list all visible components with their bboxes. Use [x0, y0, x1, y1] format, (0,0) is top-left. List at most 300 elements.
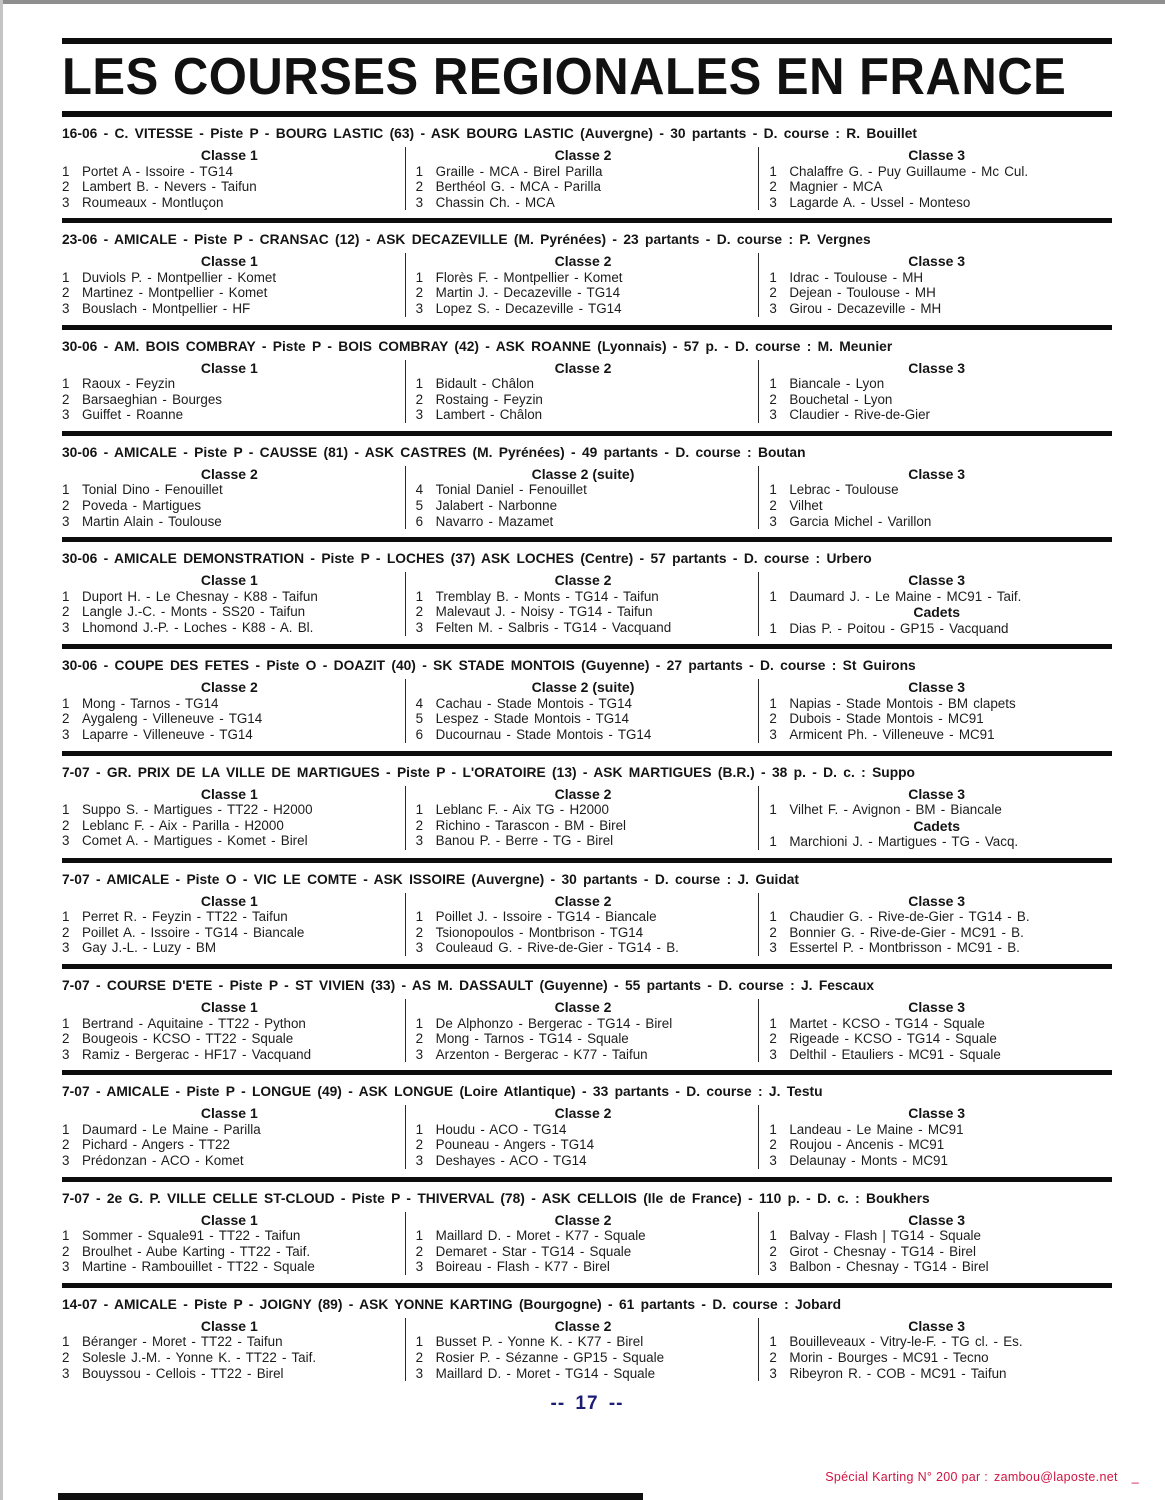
- result-row: [416, 1366, 751, 1382]
- rank-number: 2: [62, 391, 70, 407]
- rank-number: 1: [415, 1015, 424, 1031]
- result-row: [416, 270, 751, 286]
- result-text: Tonial Dino - Fenouillet: [82, 482, 223, 498]
- result-row: [416, 818, 751, 834]
- result-text: Garcia Michel - Varillon: [789, 513, 932, 529]
- result-text: Boireau - Flash - K77 - Birel: [435, 1259, 610, 1275]
- result-text: Bouslach - Montpellier - HF: [82, 300, 251, 316]
- rank-number: 1: [769, 1121, 777, 1137]
- result-columns: [62, 999, 1112, 1062]
- result-row: [769, 301, 1104, 317]
- result-column: [405, 1105, 759, 1168]
- rank-number: 3: [415, 1046, 424, 1062]
- rank-number: 1: [769, 588, 777, 604]
- rank-number: 1: [769, 163, 777, 179]
- result-text: Felten M. - Salbris - TG14 - Vacquand: [435, 619, 672, 635]
- rank-number: 2: [769, 391, 777, 407]
- result-row: [62, 1259, 397, 1275]
- result-text: Balvay - Flash | TG14 - Squale: [789, 1228, 981, 1244]
- result-row: [62, 620, 397, 636]
- result-text: Essertel P. - Montbrisson - MC91 - B.: [789, 940, 1020, 956]
- class-title: Classe 3: [908, 1105, 966, 1122]
- result-text: Vilhet F. - Avignon - BM - Biancale: [789, 802, 1002, 818]
- page-left-edge: [0, 0, 3, 1500]
- class-title: Classe 2: [554, 999, 612, 1016]
- class-title: Classe 2: [200, 679, 258, 696]
- result-text: Laparre - Villeneuve - TG14: [82, 727, 253, 742]
- result-row: [416, 285, 751, 301]
- course-section: [62, 231, 1112, 316]
- race-results-list: [62, 125, 1112, 1381]
- rank-number: 3: [415, 940, 424, 956]
- rank-number: 2: [415, 285, 424, 301]
- result-text: Navarro - Mazamet: [435, 513, 554, 529]
- result-row: [769, 1334, 1104, 1350]
- class-title: Classe 1: [200, 1211, 258, 1228]
- result-text: Roujou - Ancenis - MC91: [789, 1137, 945, 1153]
- result-row: [769, 1228, 1104, 1244]
- result-text: Tsionopoulos - Montbrison - TG14: [435, 924, 644, 940]
- result-text: Langle J.-C. - Monts - SS20 - Taifun: [82, 604, 306, 620]
- result-text: Couleaud G. - Rive-de-Gier - TG14 - B.: [435, 940, 679, 956]
- result-columns: [62, 679, 1112, 742]
- result-row: [416, 1016, 751, 1032]
- result-row: [769, 270, 1104, 286]
- result-text: Malevaut J. - Noisy - TG14 - Taifun: [435, 604, 653, 620]
- class-title: Classe 2: [554, 785, 612, 802]
- section-divider: [62, 964, 1112, 969]
- result-row: [416, 589, 751, 605]
- class-title: Classe 2: [554, 892, 612, 909]
- rank-number: 3: [769, 1153, 777, 1169]
- result-row: [416, 164, 751, 180]
- result-column: [62, 1212, 405, 1275]
- rank-number: 1: [62, 1015, 70, 1031]
- result-row: [416, 392, 751, 408]
- result-text: Magnier - MCA: [789, 179, 883, 195]
- rank-number: 3: [62, 1259, 70, 1275]
- result-text: Martin J. - Decazeville - TG14: [435, 285, 621, 301]
- course-section: [62, 977, 1112, 1062]
- result-row: [62, 833, 397, 849]
- result-text: Chalaffre G. - Puy Guillaume - Mc Cul.: [789, 163, 1029, 179]
- rank-number: 2: [769, 179, 777, 195]
- rank-number: 1: [769, 909, 777, 925]
- result-text: Lhomond J.-P. - Loches - K88 - A. Bl.: [82, 619, 314, 635]
- rank-number: 1: [769, 1228, 777, 1244]
- result-text: Lambert - Châlon: [435, 407, 543, 423]
- result-text: Bouyssou - Cellois - TT22 - Birel: [82, 1365, 284, 1381]
- rank-number: 3: [62, 727, 70, 742]
- rank-number: 1: [62, 695, 70, 711]
- result-text: Suppo S. - Martigues - TT22 - H2000: [82, 802, 313, 818]
- class-title: Classe 3: [908, 147, 966, 163]
- rank-number: 2: [415, 1243, 424, 1259]
- rank-number: 2: [415, 924, 424, 940]
- course-section: [62, 1296, 1112, 1381]
- rank-number: 2: [769, 497, 777, 513]
- class-title: Cadets: [913, 817, 961, 834]
- rank-number: 2: [62, 924, 70, 940]
- result-row: [416, 482, 751, 498]
- class-title: Classe 3: [908, 1211, 966, 1228]
- result-text: Deshayes - ACO - TG14: [435, 1153, 587, 1169]
- result-row: [62, 1016, 397, 1032]
- result-column: [405, 253, 759, 316]
- result-text: Arzenton - Bergerac - K77 - Taifun: [435, 1046, 648, 1062]
- result-text: Roumeaux - Montluçon: [82, 194, 224, 210]
- section-header: 14-07 - AMICALE - Piste P - JOIGNY (89) - ASK YONNE KARTING (Bourgogne) - 61 partants - D. course : Jobard: [62, 1296, 841, 1312]
- result-row: [769, 1047, 1104, 1063]
- class-title: Classe 2: [554, 1317, 612, 1334]
- result-text: Leblanc F. - Aix - Parilla - H2000: [82, 817, 284, 833]
- section-header: 7-07 - AMICALE - Piste P - LONGUE (49) - ASK LONGUE (Loire Atlantique) - 33 partants - D. course : J. Testu: [62, 1084, 823, 1100]
- result-columns: [62, 1212, 1112, 1275]
- result-text: Leblanc F. - Aix TG - H2000: [435, 802, 609, 818]
- result-row: [62, 301, 397, 317]
- class-title: Classe 2: [554, 147, 612, 163]
- result-text: Comet A. - Martigues - Komet - Birel: [82, 833, 308, 849]
- result-text: Bonnier G. - Rive-de-Gier - MC91 - B.: [789, 924, 1024, 940]
- result-columns: [62, 1105, 1112, 1168]
- result-row: [416, 1244, 751, 1260]
- result-column: [62, 147, 405, 210]
- result-columns: [62, 466, 1112, 529]
- rank-number: 3: [415, 300, 424, 316]
- result-text: Duport H. - Le Chesnay - K88 - Taifun: [82, 588, 318, 604]
- rank-number: 1: [62, 1334, 70, 1350]
- result-row: [769, 696, 1104, 712]
- result-row: [416, 498, 751, 514]
- result-row: [62, 376, 397, 392]
- result-row: [62, 802, 397, 818]
- result-row: [416, 620, 751, 636]
- rank-number: 2: [415, 391, 424, 407]
- result-row: [62, 1031, 397, 1047]
- result-row: [416, 1350, 751, 1366]
- section-divider: [62, 644, 1112, 649]
- rank-number: 1: [415, 1121, 424, 1137]
- result-text: Ribeyron R. - COB - MC91 - Taifun: [789, 1365, 1007, 1381]
- result-text: Pichard - Angers - TT22: [82, 1137, 230, 1153]
- rank-number: 1: [62, 1228, 70, 1244]
- result-text: Morin - Bourges - MC91 - Tecno: [789, 1350, 989, 1365]
- rank-number: 1: [769, 269, 777, 285]
- result-row: [62, 164, 397, 180]
- result-row: [416, 195, 751, 211]
- result-text: Tremblay B. - Monts - TG14 - Taifun: [435, 588, 659, 604]
- result-text: Ramiz - Bergerac - HF17 - Vacquand: [82, 1046, 312, 1062]
- section-divider: [62, 858, 1112, 863]
- result-row: [62, 270, 397, 286]
- result-row: [62, 498, 397, 514]
- rank-number: 2: [62, 604, 70, 620]
- rank-number: 2: [62, 497, 70, 513]
- result-row: [769, 1016, 1104, 1032]
- result-row: [769, 1366, 1104, 1382]
- class-title: Classe 3: [908, 785, 966, 802]
- result-text: Houdu - ACO - TG14: [435, 1121, 567, 1137]
- result-row: [416, 802, 751, 818]
- course-section: [62, 338, 1112, 423]
- result-text: Dubois - Stade Montois - MC91: [789, 711, 984, 727]
- result-column: [758, 1105, 1112, 1168]
- result-text: Pouneau - Angers - TG14: [435, 1137, 595, 1153]
- rank-number: 1: [415, 269, 424, 285]
- result-column: [62, 679, 405, 742]
- class-title: Classe 1: [200, 359, 258, 376]
- result-row: [62, 1334, 397, 1350]
- result-text: Béranger - Moret - TT22 - Taifun: [82, 1334, 283, 1350]
- rank-number: 3: [415, 407, 424, 423]
- rank-number: 2: [415, 179, 424, 195]
- rank-number: 3: [769, 513, 777, 529]
- result-text: Bertrand - Aquitaine - TT22 - Python: [82, 1015, 306, 1031]
- rank-number: 3: [769, 940, 777, 956]
- result-row: [416, 179, 751, 195]
- rank-number: 1: [769, 834, 777, 850]
- result-text: Florès F. - Montpellier - Komet: [435, 269, 623, 285]
- result-column: [758, 147, 1112, 210]
- result-text: Cachau - Stade Montois - TG14: [435, 695, 632, 711]
- section-header: 16-06 - C. VITESSE - Piste P - BOURG LASTIC (63) - ASK BOURG LASTIC (Auvergne) - 30 partants - D. course : R. Bouillet: [62, 126, 917, 141]
- result-text: Marchioni J. - Martigues - TG - Vacq.: [789, 834, 1019, 850]
- result-column: [62, 786, 405, 850]
- result-row: [62, 1153, 397, 1169]
- result-row: [416, 711, 751, 727]
- result-row: [769, 589, 1104, 605]
- section-header: 7-07 - GR. PRIX DE LA VILLE DE MARTIGUES - Piste P - L'ORATOIRE (13) - ASK MARTIGUES (B.R.) - 38 p. - D. c. : Suppo: [62, 764, 915, 780]
- rank-number: 3: [769, 1046, 777, 1062]
- rank-number: 2: [62, 711, 70, 727]
- result-row: [62, 285, 397, 301]
- result-text: Bougeois - KCSO - TT22 - Squale: [82, 1031, 294, 1047]
- result-row: [416, 833, 751, 849]
- credit-email: zambou@laposte.net: [994, 1470, 1118, 1484]
- rank-number: 1: [415, 1228, 424, 1244]
- result-column: [62, 253, 405, 316]
- rank-number: 1: [415, 909, 424, 925]
- class-title: Classe 2: [200, 465, 258, 482]
- result-row: [769, 727, 1104, 743]
- result-row: [62, 589, 397, 605]
- result-row: [62, 1350, 397, 1366]
- section-header: 30-06 - AMICALE DEMONSTRATION - Piste P - LOCHES (37) ASK LOCHES (Centre) - 57 partants - D. course : Urbero: [62, 551, 872, 567]
- rank-number: 3: [769, 194, 777, 210]
- result-column: [758, 253, 1112, 316]
- result-row: [769, 179, 1104, 195]
- course-section: [62, 1190, 1112, 1275]
- result-row: [62, 1047, 397, 1063]
- result-column: [405, 679, 759, 742]
- result-column: [405, 466, 759, 529]
- result-row: [416, 696, 751, 712]
- rank-number: 2: [62, 817, 70, 833]
- rank-number: 3: [62, 407, 70, 423]
- class-title: Classe 2: [554, 572, 612, 589]
- rank-number: 2: [769, 285, 777, 301]
- result-text: Chaudier G. - Rive-de-Gier - TG14 - B.: [789, 909, 1030, 925]
- result-text: Mong - Tarnos - TG14: [82, 695, 219, 711]
- result-row: [416, 1334, 751, 1350]
- result-row: [769, 514, 1104, 530]
- class-title: Classe 1: [200, 785, 258, 802]
- result-columns: [62, 147, 1112, 210]
- result-text: Martet - KCSO - TG14 - Squale: [789, 1015, 985, 1031]
- result-text: Berthéol G. - MCA - Parilla: [435, 179, 601, 195]
- result-column: [62, 893, 405, 956]
- result-column: [405, 893, 759, 956]
- course-section: [62, 125, 1112, 210]
- rank-number: 1: [62, 1121, 70, 1137]
- result-text: Raoux - Feyzin: [82, 376, 176, 392]
- result-columns: [62, 786, 1112, 850]
- rank-number: 5: [415, 497, 424, 513]
- rank-number: 1: [62, 376, 70, 392]
- section-divider: [62, 1177, 1112, 1182]
- rank-number: 3: [62, 833, 70, 849]
- rank-number: 1: [415, 802, 424, 818]
- result-text: Armicent Ph. - Villeneuve - MC91: [789, 727, 995, 742]
- result-text: Landeau - Le Maine - MC91: [789, 1121, 964, 1137]
- rank-number: 1: [62, 482, 70, 498]
- result-text: Gay J.-L. - Luzy - BM: [82, 940, 216, 956]
- rank-number: 2: [62, 1243, 70, 1259]
- section-header: 30-06 - AM. BOIS COMBRAY - Piste P - BOIS COMBRAY (42) - ASK ROANNE (Lyonnais) - 57 p. - D. course : M. Meunier: [62, 338, 893, 354]
- page-number: -- 17 --: [550, 1393, 624, 1415]
- result-row: [62, 1366, 397, 1382]
- result-row: [62, 696, 397, 712]
- class-title: Cadets: [913, 604, 961, 621]
- course-section: [62, 871, 1112, 956]
- result-row: [769, 482, 1104, 498]
- result-row: [62, 514, 397, 530]
- result-columns: [62, 360, 1112, 423]
- result-row: [62, 604, 397, 620]
- result-column: [62, 1318, 405, 1381]
- section-header: 23-06 - AMICALE - Piste P - CRANSAC (12) - ASK DECAZEVILLE (M. Pyrénées) - 23 partants - D. course : P. Vergnes: [62, 232, 871, 248]
- result-text: Broulhet - Aube Karting - TT22 - Taif.: [82, 1243, 311, 1259]
- course-section: [62, 550, 1112, 636]
- result-text: Busset P. - Yonne K. - K77 - Birel: [435, 1334, 644, 1350]
- rank-number: 2: [769, 711, 777, 727]
- result-text: Solesle J.-M. - Yonne K. - TT22 - Taif.: [82, 1350, 317, 1365]
- result-column: [405, 360, 759, 423]
- result-text: Bidault - Châlon: [435, 376, 534, 392]
- result-row: [62, 195, 397, 211]
- rank-number: 1: [415, 376, 424, 392]
- rank-number: 2: [62, 1350, 70, 1365]
- result-row: [416, 925, 751, 941]
- result-column: [758, 1318, 1112, 1381]
- digitizer-credit: [825, 1470, 1139, 1484]
- section-header: 30-06 - COUPE DES FETES - Piste O - DOAZIT (40) - SK STADE MONTOIS (Guyenne) - 27 partants - D. course : St Guirons: [62, 658, 916, 674]
- rank-number: 1: [62, 163, 70, 179]
- result-row: [769, 1031, 1104, 1047]
- result-text: Lespez - Stade Montois - TG14: [435, 711, 629, 727]
- credit-text: Spécial Karting N° 200 par :: [825, 1470, 989, 1484]
- result-row: [62, 909, 397, 925]
- class-title: Classe 3: [908, 572, 966, 589]
- class-title: Classe 1: [200, 253, 258, 270]
- result-text: Poveda - Martigues: [82, 497, 202, 513]
- result-text: Maillard D. - Moret - TG14 - Squale: [435, 1365, 656, 1381]
- class-title: Classe 2 (suite): [531, 465, 635, 482]
- rank-number: 6: [415, 513, 424, 529]
- rank-number: 1: [415, 163, 424, 179]
- section-divider: [62, 537, 1112, 542]
- result-row: [769, 376, 1104, 392]
- rank-number: 1: [62, 588, 70, 604]
- result-text: Daumard J. - Le Maine - MC91 - Taif.: [789, 588, 1022, 604]
- result-columns: [62, 893, 1112, 956]
- result-text: Jalabert - Narbonne: [435, 497, 558, 513]
- result-column: [62, 572, 405, 636]
- result-row: [416, 1137, 751, 1153]
- rank-number: 3: [62, 1153, 70, 1169]
- result-row: [769, 925, 1104, 941]
- result-text: Ducournau - Stade Montois - TG14: [435, 727, 652, 742]
- result-row: [62, 407, 397, 423]
- result-text: Rigeade - KCSO - TG14 - Squale: [789, 1031, 997, 1047]
- rank-number: 3: [62, 619, 70, 635]
- rank-number: 1: [62, 802, 70, 818]
- result-row: [416, 1031, 751, 1047]
- rank-number: 3: [415, 619, 424, 635]
- rank-number: 2: [415, 1137, 424, 1153]
- rank-number: 2: [769, 1243, 777, 1259]
- class-title: Classe 2: [554, 1105, 612, 1122]
- rank-number: 3: [62, 940, 70, 956]
- result-row: [416, 407, 751, 423]
- result-text: Poillet J. - Issoire - TG14 - Biancale: [435, 909, 657, 925]
- result-text: Girot - Chesnay - TG14 - Birel: [789, 1243, 976, 1259]
- rank-number: 3: [62, 194, 70, 210]
- class-title: Classe 2: [554, 253, 612, 270]
- class-title: Classe 1: [200, 1105, 258, 1122]
- result-column: [62, 466, 405, 529]
- rank-number: 3: [415, 1153, 424, 1169]
- result-row: [769, 834, 1104, 850]
- result-text: Poillet A. - Issoire - TG14 - Biancale: [82, 924, 305, 940]
- section-divider: [62, 751, 1112, 756]
- class-title: Classe 2: [554, 1211, 612, 1228]
- class-title: Classe 3: [908, 465, 966, 482]
- result-text: Lambert B. - Nevers - Taifun: [82, 179, 257, 195]
- result-text: Chassin Ch. - MCA: [435, 194, 555, 210]
- rank-number: 2: [415, 1031, 424, 1047]
- result-text: Claudier - Rive-de-Gier: [789, 407, 931, 423]
- rank-number: 1: [415, 588, 424, 604]
- rank-number: 2: [62, 179, 70, 195]
- class-title: Classe 3: [908, 679, 966, 696]
- rank-number: 4: [415, 695, 424, 711]
- page-top-edge: [0, 0, 1165, 4]
- result-row: [416, 1259, 751, 1275]
- result-column: [405, 786, 759, 850]
- rank-number: 3: [62, 1046, 70, 1062]
- result-text: Perret R. - Feyzin - TT22 - Taifun: [82, 909, 288, 925]
- result-row: [769, 498, 1104, 514]
- rank-number: 1: [769, 695, 777, 711]
- rank-number: 3: [769, 1259, 777, 1275]
- rank-number: 3: [769, 407, 777, 423]
- result-columns: [62, 253, 1112, 316]
- result-row: [62, 392, 397, 408]
- result-row: [769, 407, 1104, 423]
- result-row: [769, 802, 1104, 818]
- rank-number: 6: [415, 727, 424, 742]
